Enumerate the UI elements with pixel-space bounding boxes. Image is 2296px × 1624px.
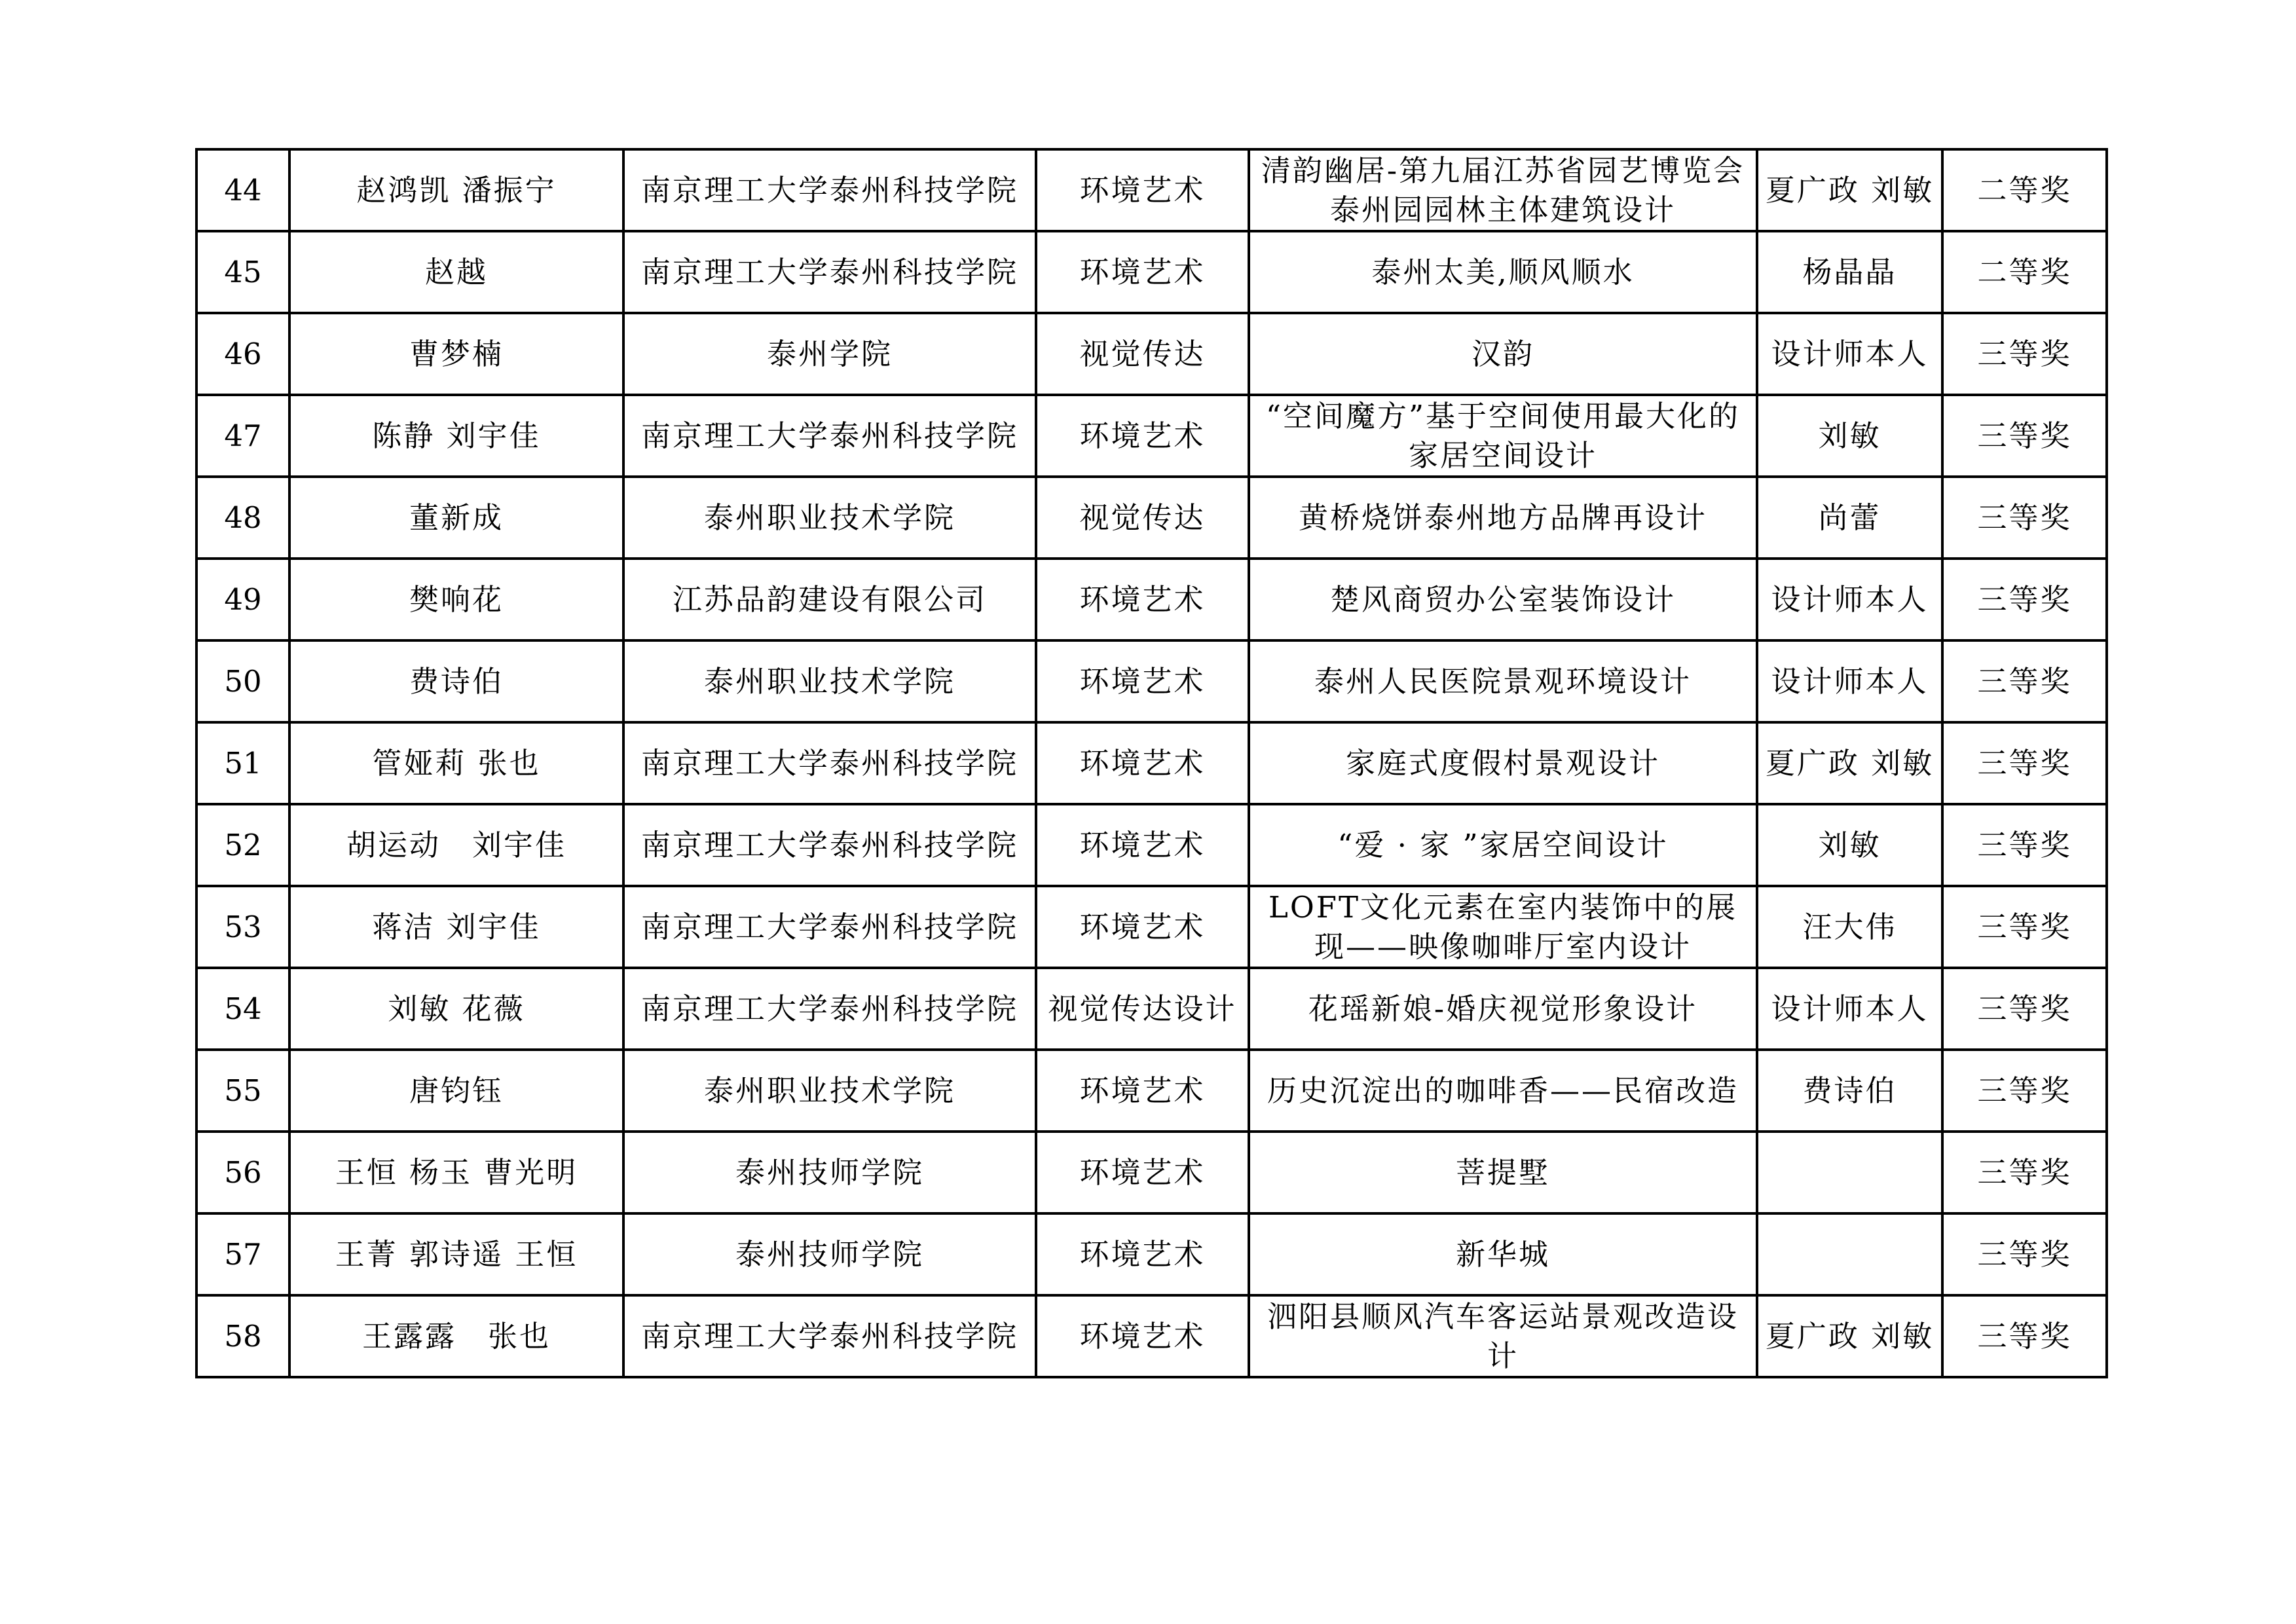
- cell-unit: 泰州技师学院: [623, 1132, 1036, 1213]
- cell-title: 泗阳县顺风汽车客运站景观改造设计: [1249, 1295, 1757, 1377]
- cell-unit: 南京理工大学泰州科技学院: [623, 804, 1036, 886]
- table-row: [196, 477, 2107, 559]
- table-row: [196, 231, 2107, 313]
- cell-title: 家庭式度假村景观设计: [1249, 722, 1757, 804]
- cell-category: 环境艺术: [1036, 804, 1249, 886]
- cell-category: 环境艺术: [1036, 640, 1249, 722]
- cell-award: 三等奖: [1942, 313, 2107, 395]
- cell-number: 51: [196, 722, 289, 804]
- table-row: [196, 313, 2107, 395]
- cell-category: 环境艺术: [1036, 1213, 1249, 1295]
- table-row: [196, 1213, 2107, 1295]
- cell-authors: 赵鸿凯 潘振宁: [289, 149, 623, 231]
- cell-title: 汉韵: [1249, 313, 1757, 395]
- cell-award: 三等奖: [1942, 559, 2107, 640]
- cell-authors: 王恒 杨玉 曹光明: [289, 1132, 623, 1213]
- cell-unit: 南京理工大学泰州科技学院: [623, 231, 1036, 313]
- cell-authors: 王菁 郭诗遥 王恒: [289, 1213, 623, 1295]
- table-row: [196, 149, 2107, 231]
- cell-unit: 泰州职业技术学院: [623, 640, 1036, 722]
- cell-advisor: [1757, 1132, 1942, 1213]
- cell-advisor: 夏广政 刘敏: [1757, 1295, 1942, 1377]
- cell-award: 三等奖: [1942, 886, 2107, 968]
- cell-number: 54: [196, 968, 289, 1050]
- cell-unit: 南京理工大学泰州科技学院: [623, 1295, 1036, 1377]
- cell-category: 环境艺术: [1036, 1050, 1249, 1132]
- cell-award: 三等奖: [1942, 1050, 2107, 1132]
- cell-number: 46: [196, 313, 289, 395]
- cell-advisor: 设计师本人: [1757, 313, 1942, 395]
- cell-number: 57: [196, 1213, 289, 1295]
- cell-award: 二等奖: [1942, 231, 2107, 313]
- cell-unit: 南京理工大学泰州科技学院: [623, 968, 1036, 1050]
- table-row: [196, 640, 2107, 722]
- cell-category: 环境艺术: [1036, 1295, 1249, 1377]
- cell-title: 泰州人民医院景观环境设计: [1249, 640, 1757, 722]
- cell-title: 楚风商贸办公室装饰设计: [1249, 559, 1757, 640]
- cell-title: 新华城: [1249, 1213, 1757, 1295]
- cell-number: 58: [196, 1295, 289, 1377]
- cell-advisor: 刘敏: [1757, 395, 1942, 477]
- cell-category: 环境艺术: [1036, 395, 1249, 477]
- cell-advisor: 汪大伟: [1757, 886, 1942, 968]
- cell-number: 56: [196, 1132, 289, 1213]
- cell-category: 环境艺术: [1036, 149, 1249, 231]
- cell-authors: 曹梦楠: [289, 313, 623, 395]
- awards-table: [195, 148, 2108, 1378]
- cell-unit: 南京理工大学泰州科技学院: [623, 149, 1036, 231]
- cell-title: 菩提墅: [1249, 1132, 1757, 1213]
- cell-award: 三等奖: [1942, 477, 2107, 559]
- cell-category: 环境艺术: [1036, 231, 1249, 313]
- cell-authors: 刘敏 花薇: [289, 968, 623, 1050]
- cell-authors: 费诗伯: [289, 640, 623, 722]
- cell-number: 50: [196, 640, 289, 722]
- cell-award: 二等奖: [1942, 149, 2107, 231]
- cell-category: 环境艺术: [1036, 559, 1249, 640]
- cell-authors: 唐钧钰: [289, 1050, 623, 1132]
- cell-number: 53: [196, 886, 289, 968]
- cell-title: 泰州太美,顺风顺水: [1249, 231, 1757, 313]
- cell-authors: 董新成: [289, 477, 623, 559]
- cell-advisor: 设计师本人: [1757, 559, 1942, 640]
- cell-advisor: 杨晶晶: [1757, 231, 1942, 313]
- cell-number: 44: [196, 149, 289, 231]
- table-row: [196, 1132, 2107, 1213]
- table-row: [196, 886, 2107, 968]
- cell-category: 环境艺术: [1036, 722, 1249, 804]
- cell-advisor: 刘敏: [1757, 804, 1942, 886]
- table-body: [196, 149, 2107, 1377]
- table-row: [196, 722, 2107, 804]
- cell-advisor: 夏广政 刘敏: [1757, 722, 1942, 804]
- cell-number: 49: [196, 559, 289, 640]
- cell-authors: 王露露 张也: [289, 1295, 623, 1377]
- cell-unit: 泰州职业技术学院: [623, 477, 1036, 559]
- cell-award: 三等奖: [1942, 722, 2107, 804]
- cell-number: 45: [196, 231, 289, 313]
- cell-authors: 管娅莉 张也: [289, 722, 623, 804]
- cell-category: 视觉传达设计: [1036, 968, 1249, 1050]
- cell-title: LOFT文化元素在室内装饰中的展现——映像咖啡厅室内设计: [1249, 886, 1757, 968]
- cell-award: 三等奖: [1942, 804, 2107, 886]
- cell-title: “空间魔方”基于空间使用最大化的家居空间设计: [1249, 395, 1757, 477]
- cell-authors: 胡运动 刘宇佳: [289, 804, 623, 886]
- cell-number: 47: [196, 395, 289, 477]
- table-row: [196, 1295, 2107, 1377]
- cell-award: 三等奖: [1942, 395, 2107, 477]
- cell-advisor: 费诗伯: [1757, 1050, 1942, 1132]
- cell-award: 三等奖: [1942, 1213, 2107, 1295]
- cell-advisor: 夏广政 刘敏: [1757, 149, 1942, 231]
- table-row: [196, 395, 2107, 477]
- cell-authors: 蒋洁 刘宇佳: [289, 886, 623, 968]
- table-row: [196, 968, 2107, 1050]
- cell-award: 三等奖: [1942, 1132, 2107, 1213]
- cell-title: 清韵幽居-第九届江苏省园艺博览会泰州园园林主体建筑设计: [1249, 149, 1757, 231]
- cell-award: 三等奖: [1942, 968, 2107, 1050]
- cell-unit: 泰州职业技术学院: [623, 1050, 1036, 1132]
- table-row: [196, 559, 2107, 640]
- cell-title: “爱 · 家 ”家居空间设计: [1249, 804, 1757, 886]
- cell-authors: 樊响花: [289, 559, 623, 640]
- cell-unit: 泰州技师学院: [623, 1213, 1036, 1295]
- cell-title: 黄桥烧饼泰州地方品牌再设计: [1249, 477, 1757, 559]
- cell-unit: 南京理工大学泰州科技学院: [623, 395, 1036, 477]
- cell-number: 48: [196, 477, 289, 559]
- cell-category: 视觉传达: [1036, 477, 1249, 559]
- cell-advisor: [1757, 1213, 1942, 1295]
- cell-category: 环境艺术: [1036, 1132, 1249, 1213]
- cell-unit: 泰州学院: [623, 313, 1036, 395]
- cell-authors: 陈静 刘宇佳: [289, 395, 623, 477]
- cell-unit: 南京理工大学泰州科技学院: [623, 886, 1036, 968]
- cell-unit: 江苏品韵建设有限公司: [623, 559, 1036, 640]
- cell-category: 视觉传达: [1036, 313, 1249, 395]
- table-row: [196, 804, 2107, 886]
- cell-number: 52: [196, 804, 289, 886]
- cell-advisor: 设计师本人: [1757, 640, 1942, 722]
- cell-title: 花瑶新娘-婚庆视觉形象设计: [1249, 968, 1757, 1050]
- cell-advisor: 尚蕾: [1757, 477, 1942, 559]
- table-row: [196, 1050, 2107, 1132]
- cell-authors: 赵越: [289, 231, 623, 313]
- cell-title: 历史沉淀出的咖啡香——民宿改造: [1249, 1050, 1757, 1132]
- cell-award: 三等奖: [1942, 1295, 2107, 1377]
- cell-category: 环境艺术: [1036, 886, 1249, 968]
- cell-unit: 南京理工大学泰州科技学院: [623, 722, 1036, 804]
- cell-award: 三等奖: [1942, 640, 2107, 722]
- cell-advisor: 设计师本人: [1757, 968, 1942, 1050]
- cell-number: 55: [196, 1050, 289, 1132]
